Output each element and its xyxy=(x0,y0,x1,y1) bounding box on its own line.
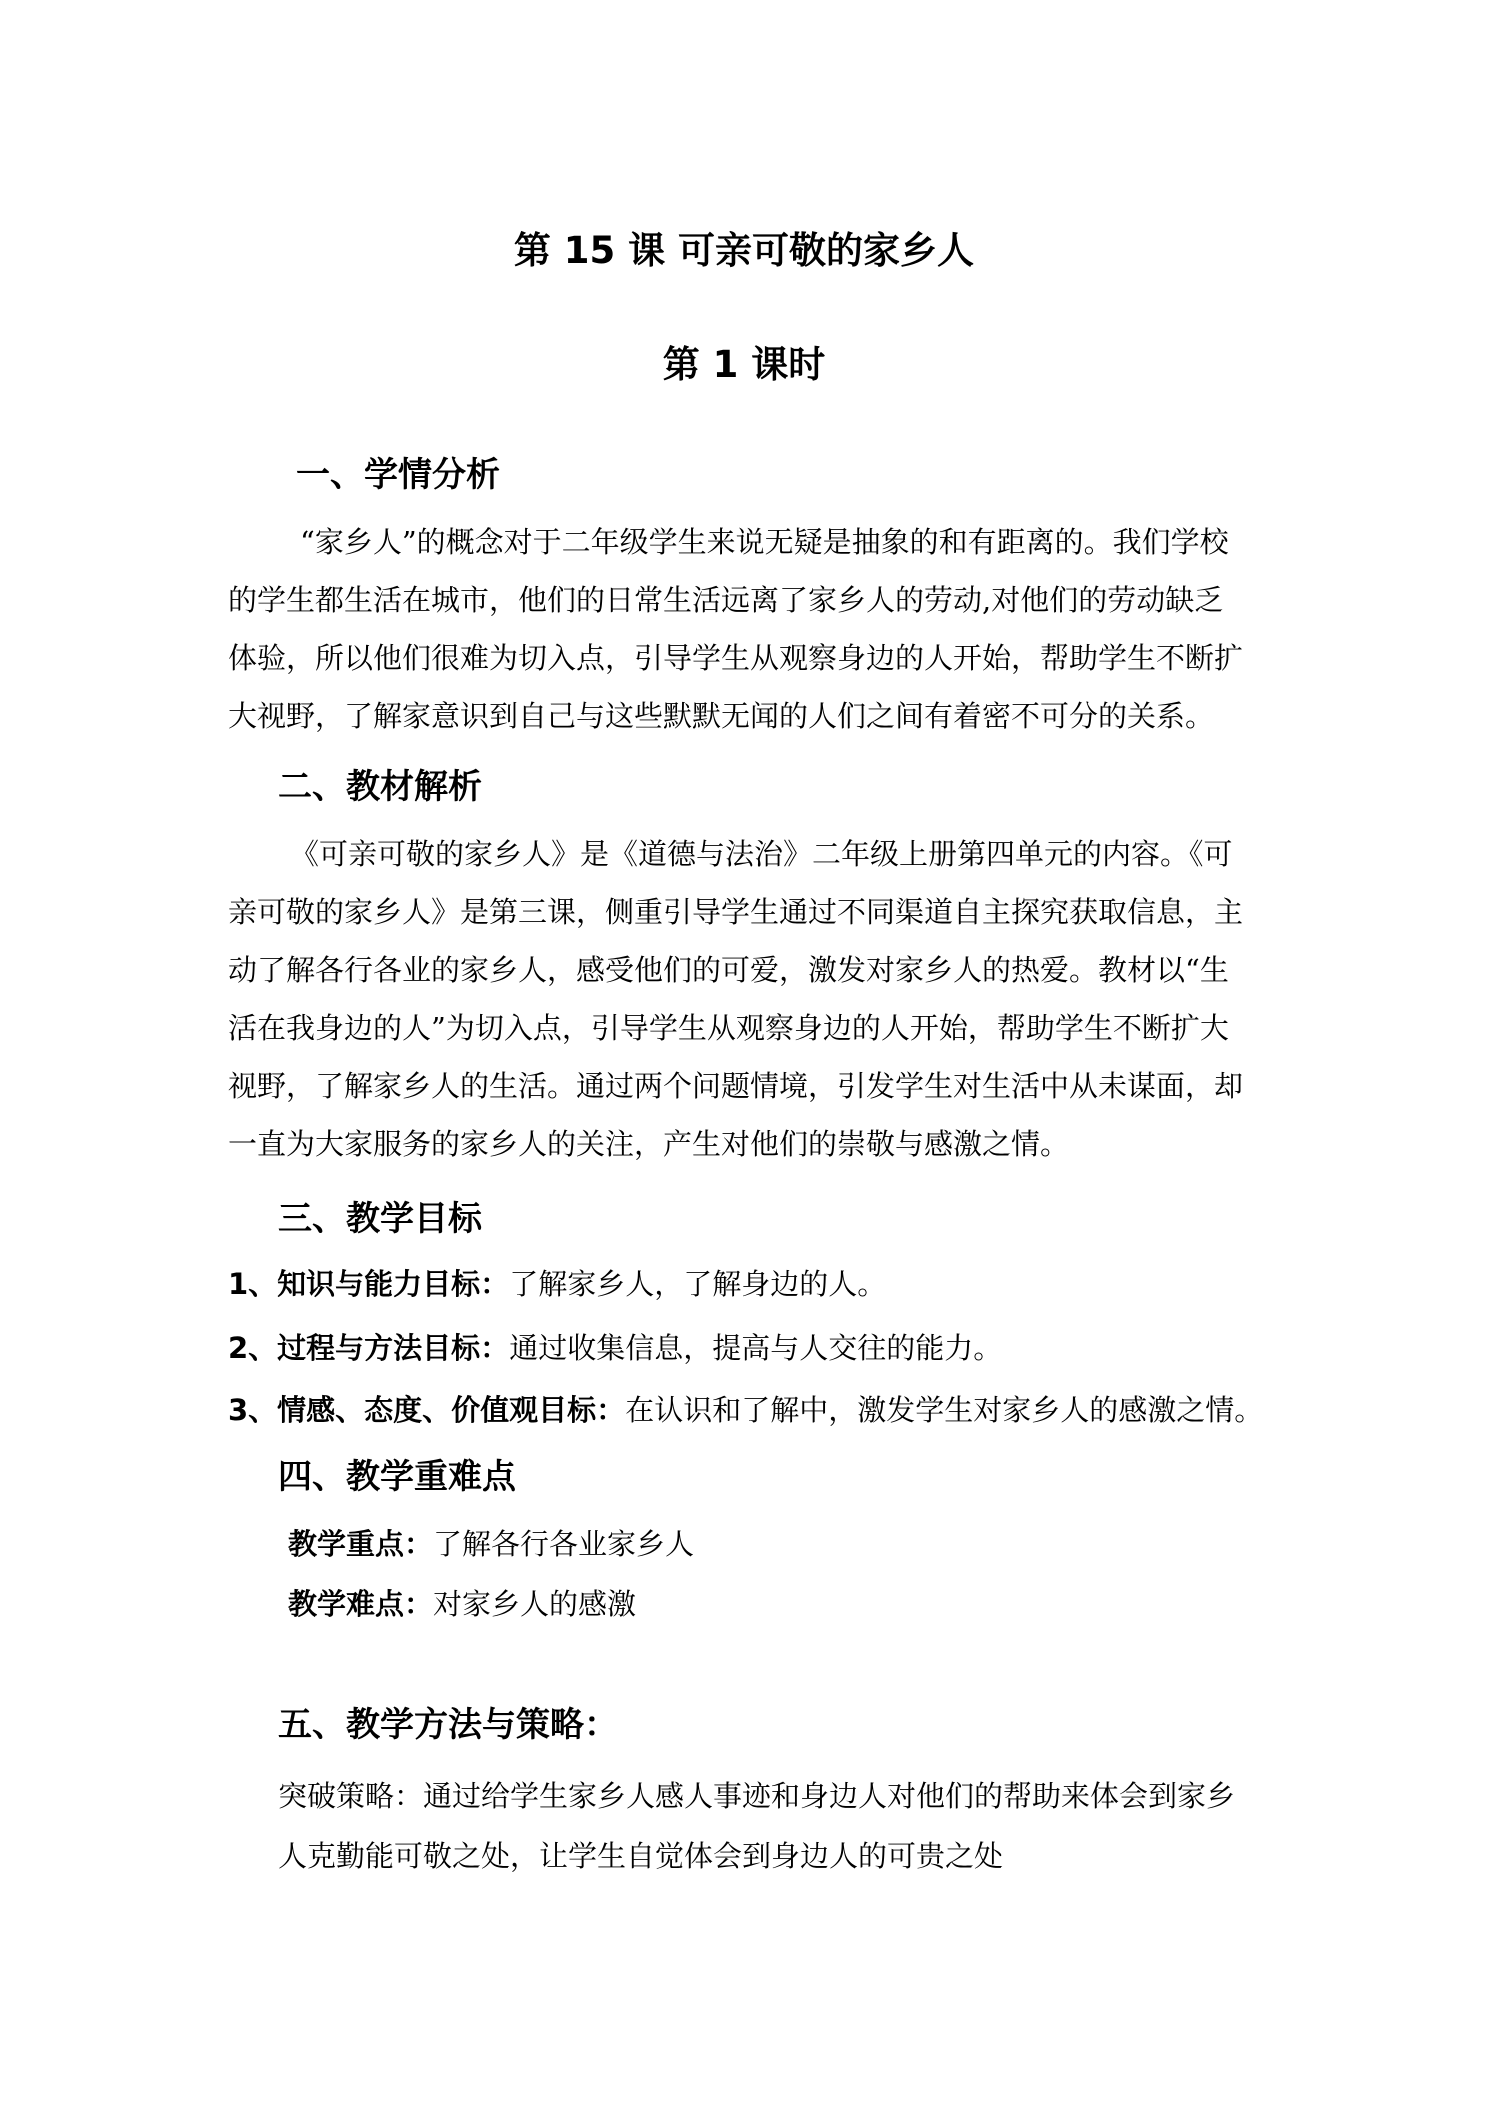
objective-label: 1、知识与能力目标： xyxy=(228,1267,510,1301)
objective-text: 了解家乡人，了解身边的人。 xyxy=(509,1267,887,1301)
objective-item xyxy=(228,1328,1002,1368)
key-point-label: 教学难点： xyxy=(288,1587,434,1621)
paragraph-line: 亲可敬的家乡人》是第三课，侧重引导学生通过不同渠道自主探究获取信息，主 xyxy=(228,895,1244,929)
section-heading-key-points: 四、教学重难点 xyxy=(278,1457,516,1497)
paragraph-line: 的学生都生活在城市，他们的日常生活远离了家乡人的劳动,对他们的劳动缺乏 xyxy=(228,583,1224,617)
lesson-title: 第 15 课 可亲可敬的家乡人 xyxy=(513,229,975,272)
paragraph-line: 大视野，了解家意识到自己与这些默默无闻的人们之间有着密不可分的关系。 xyxy=(228,699,1215,733)
objective-label: 2、过程与方法目标： xyxy=(228,1331,510,1365)
objective-label: 3、情感、态度、价值观目标： xyxy=(228,1393,626,1427)
paragraph-line: 《可亲可敬的家乡人》是《道德与法治》二年级上册第四单元的内容。《可 xyxy=(290,837,1233,871)
paragraph-line: 视野，了解家乡人的生活。通过两个问题情境，引发学生对生活中从未谋面，却 xyxy=(228,1069,1244,1103)
key-point-label: 教学重点： xyxy=(288,1527,434,1561)
paragraph-line: 体验，所以他们很难为切入点，引导学生从观察身边的人开始，帮助学生不断扩 xyxy=(228,641,1244,675)
paragraph-line: 动了解各行各业的家乡人，感受他们的可爱，激发对家乡人的热爱。教材以“生 xyxy=(228,953,1229,987)
paragraph-line: 突破策略：通过给学生家乡人感人事迹和身边人对他们的帮助来体会到家乡 xyxy=(278,1779,1236,1813)
section-heading-student-analysis: 一、学情分析 xyxy=(296,455,500,495)
objective-item xyxy=(228,1264,886,1304)
objective-text: 通过收集信息，提高与人交往的能力。 xyxy=(509,1331,1003,1365)
objective-text: 在认识和了解中，激发学生对家乡人的感激之情。 xyxy=(625,1393,1264,1427)
lesson-period: 第 1 课时 xyxy=(662,343,826,386)
paragraph-line: 一直为大家服务的家乡人的关注，产生对他们的崇敬与感激之情。 xyxy=(228,1127,1070,1161)
key-point-text: 了解各行各业家乡人 xyxy=(433,1527,695,1561)
section-heading-teaching-objectives: 三、教学目标 xyxy=(278,1199,482,1239)
paragraph-line: “家乡人”的概念对于二年级学生来说无疑是抽象的和有距离的。我们学校 xyxy=(300,525,1229,559)
paragraph-line: 活在我身边的人”为切入点，引导学生从观察身边的人开始，帮助学生不断扩大 xyxy=(228,1011,1229,1045)
key-point-item xyxy=(288,1524,694,1564)
paragraph-line: 人克勤能可敬之处，让学生自觉体会到身边人的可贵之处 xyxy=(278,1839,1004,1873)
key-point-text: 对家乡人的感激 xyxy=(433,1587,637,1621)
key-point-item xyxy=(288,1584,636,1624)
section-heading-textbook-analysis: 二、教材解析 xyxy=(278,767,482,807)
section-heading-methods-strategies: 五、教学方法与策略： xyxy=(278,1705,618,1745)
objective-item xyxy=(228,1390,1263,1430)
